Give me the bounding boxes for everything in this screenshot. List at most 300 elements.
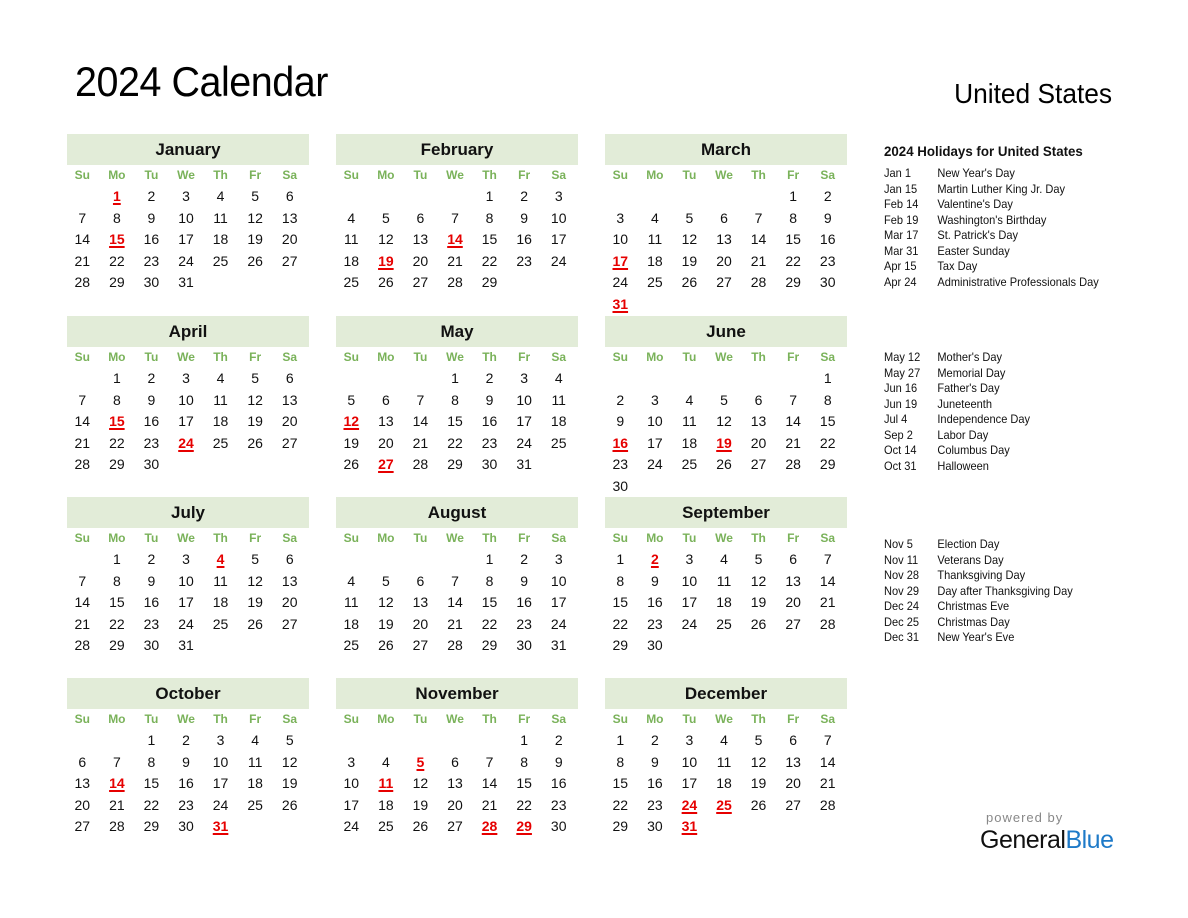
holiday-name: Tax Day: [937, 259, 978, 273]
day-cell: 2: [616, 391, 625, 408]
weekday-label: Fr: [787, 168, 800, 182]
holiday-date: Apr 15: [884, 259, 917, 273]
day-cell: 28: [750, 274, 767, 290]
weekday-label: Fr: [249, 350, 262, 364]
day-cell: 8: [451, 391, 459, 408]
month-december: [605, 678, 847, 838]
week-row: [603, 571, 845, 593]
weekday-label: Th: [751, 168, 766, 182]
month-september: [605, 497, 847, 657]
day-cell: 9: [182, 753, 190, 770]
holiday-date: Jun 19: [884, 396, 918, 411]
month-header: September: [605, 497, 847, 528]
empty-day-cell: [741, 186, 776, 208]
day-cell: 24: [681, 615, 698, 632]
holiday-group-3: [884, 537, 1144, 646]
day-cell: 2: [520, 551, 529, 567]
empty-day-cell: [403, 368, 438, 390]
day-cell: 16: [647, 775, 663, 791]
day-cell: 19: [281, 775, 298, 791]
day-cell: 30: [143, 456, 160, 472]
weekday-label: Su: [74, 350, 90, 364]
day-cell: 4: [554, 370, 563, 386]
empty-day-cell: [672, 186, 707, 208]
week-row: [603, 294, 845, 316]
week-row: [65, 433, 307, 455]
day-cell: 8: [485, 209, 494, 226]
holiday-name: New Year's Day: [937, 166, 1015, 180]
day-cell: 7: [451, 209, 459, 226]
holiday-date: Nov 29: [884, 583, 919, 598]
day-cell: 20: [412, 615, 429, 632]
day-cell: 26: [412, 818, 429, 834]
day-cell: 23: [481, 434, 498, 451]
holiday-list-item: [884, 630, 1123, 646]
weekday-label: Tu: [413, 531, 428, 545]
holiday-day-cell: 24: [681, 796, 698, 813]
weekday-label: Th: [751, 531, 766, 545]
day-cell: 25: [550, 434, 567, 451]
holiday-date: Dec 31: [884, 630, 919, 644]
day-cell: 7: [112, 753, 121, 770]
day-cell: 12: [750, 753, 767, 770]
day-cell: 6: [285, 551, 294, 567]
day-cell: 20: [281, 413, 298, 429]
day-cell: 14: [819, 572, 836, 589]
day-cell: 22: [109, 252, 125, 269]
week-row: [65, 454, 307, 476]
day-cell: 23: [819, 252, 836, 269]
week-row: [334, 635, 576, 657]
weekday-label: We: [177, 712, 195, 726]
day-cell: 6: [451, 753, 459, 770]
day-cell: 14: [750, 231, 767, 247]
week-row: [65, 390, 307, 412]
day-cell: 20: [750, 434, 767, 451]
empty-day-cell: [334, 186, 369, 208]
day-cell: 8: [823, 391, 832, 408]
week-row: [603, 390, 845, 412]
weekday-header-row: [334, 347, 576, 368]
day-cell: 13: [447, 775, 463, 791]
holiday-name: Election Day: [937, 537, 1000, 551]
holiday-name: St. Patrick's Day: [937, 228, 1019, 242]
day-cell: 2: [554, 732, 563, 748]
holiday-day-cell: 28: [481, 818, 498, 834]
weekday-label: Su: [343, 712, 359, 726]
day-cell: 11: [682, 413, 697, 429]
holiday-name: Day after Thanksgiving Day: [937, 583, 1073, 598]
day-cell: 5: [251, 551, 260, 567]
day-cell: 9: [650, 753, 659, 770]
day-cell: 17: [178, 413, 194, 429]
weekday-label: Fr: [249, 531, 262, 545]
weekday-label: Tu: [144, 531, 159, 545]
day-cell: 14: [412, 413, 429, 429]
day-cell: 6: [285, 370, 294, 386]
holiday-name: Juneteenth: [937, 396, 992, 411]
day-cell: 22: [481, 252, 498, 269]
holiday-list-item: [884, 182, 1123, 198]
generalblue-logo: [980, 826, 1114, 855]
day-cell: 24: [647, 456, 663, 472]
week-row: [334, 730, 576, 752]
day-cell: 5: [347, 391, 356, 408]
day-cell: 10: [681, 753, 698, 770]
weekday-label: Sa: [282, 531, 298, 545]
holiday-day-cell: 2: [650, 551, 659, 567]
day-cell: 9: [650, 572, 659, 589]
day-cell: 3: [182, 370, 190, 386]
empty-day-cell: [403, 549, 438, 571]
holiday-list-item: [884, 428, 1123, 444]
day-cell: 18: [716, 594, 732, 610]
day-cell: 3: [685, 551, 694, 567]
day-cell: 28: [109, 818, 125, 834]
empty-day-cell: [672, 476, 707, 498]
weekday-label: Tu: [413, 712, 428, 726]
holiday-date: Mar 31: [884, 243, 919, 258]
day-cell: 10: [647, 413, 663, 429]
day-cell: 2: [485, 370, 494, 386]
weekday-header-row: [603, 165, 845, 186]
day-cell: 30: [516, 637, 532, 653]
weekday-label: Su: [612, 531, 628, 545]
empty-day-cell: [238, 454, 273, 476]
empty-day-cell: [403, 186, 438, 208]
day-cell: 29: [481, 637, 498, 653]
empty-day-cell: [272, 635, 307, 657]
weekday-label: Th: [482, 712, 497, 726]
day-cell: 30: [647, 818, 663, 834]
day-cell: 3: [182, 551, 190, 567]
day-cell: 23: [143, 615, 160, 632]
day-cell: 7: [78, 209, 87, 226]
weekday-label: Sa: [282, 168, 298, 182]
week-row: [334, 549, 576, 571]
holiday-name: Columbus Day: [937, 443, 1010, 457]
weekday-label: Su: [74, 168, 90, 182]
weekday-label: Th: [482, 168, 497, 182]
week-row: [334, 411, 576, 433]
day-cell: 1: [485, 551, 494, 567]
day-cell: 10: [681, 572, 698, 589]
month-header: July: [67, 497, 309, 528]
holiday-list-item: [884, 213, 1123, 229]
empty-day-cell: [238, 816, 273, 838]
day-cell: 5: [685, 209, 694, 226]
empty-day-cell: [707, 368, 742, 390]
empty-day-cell: [541, 454, 576, 476]
month-header: December: [605, 678, 847, 709]
day-cell: 20: [378, 434, 394, 451]
holiday-day-cell: 17: [612, 252, 629, 269]
weekday-label: We: [446, 712, 464, 726]
empty-day-cell: [603, 186, 638, 208]
weekday-label: Fr: [787, 531, 800, 545]
day-cell: 28: [74, 456, 91, 472]
day-cell: 9: [147, 572, 156, 589]
day-cell: 5: [285, 732, 294, 748]
month-header: June: [605, 316, 847, 347]
weekday-label: We: [715, 531, 733, 545]
day-cell: 27: [716, 274, 732, 290]
weekday-label: Mo: [646, 531, 664, 545]
week-row: [334, 433, 576, 455]
empty-day-cell: [776, 294, 811, 316]
weekday-label: Mo: [377, 712, 395, 726]
weekday-label: Tu: [144, 712, 159, 726]
day-cell: 25: [681, 456, 698, 472]
empty-day-cell: [100, 730, 135, 752]
empty-day-cell: [638, 294, 673, 316]
empty-day-cell: [638, 186, 673, 208]
weekday-label: Su: [612, 168, 628, 182]
day-cell: 26: [247, 252, 263, 269]
empty-day-cell: [810, 816, 845, 838]
holiday-day-cell: 11: [378, 775, 394, 791]
day-cell: 27: [447, 818, 463, 834]
day-cell: 12: [247, 209, 263, 226]
holiday-list-item: [884, 197, 1123, 213]
week-row: [65, 795, 307, 817]
month-header: April: [67, 316, 309, 347]
holiday-date: Mar 17: [884, 228, 919, 242]
day-cell: 20: [716, 252, 732, 269]
week-row: [603, 795, 845, 817]
weekday-label: Tu: [682, 168, 697, 182]
month-june: [605, 316, 847, 497]
day-cell: 20: [74, 796, 91, 813]
day-cell: 12: [412, 775, 429, 791]
weekday-label: Su: [74, 531, 90, 545]
day-cell: 22: [516, 796, 532, 813]
day-cell: 16: [516, 594, 532, 610]
day-cell: 18: [343, 252, 360, 269]
day-cell: 26: [750, 615, 767, 632]
holiday-name: Washington's Birthday: [937, 212, 1047, 227]
day-cell: 23: [647, 796, 663, 813]
day-cell: 28: [785, 456, 801, 472]
week-row: [603, 186, 845, 208]
day-cell: 18: [647, 252, 663, 269]
weekday-label: We: [446, 350, 464, 364]
day-cell: 26: [281, 796, 298, 813]
week-row: [334, 251, 576, 273]
holiday-group-2: [884, 350, 1144, 474]
empty-day-cell: [334, 549, 369, 571]
day-cell: 30: [178, 818, 194, 834]
holiday-name: Veterans Day: [937, 552, 1004, 567]
day-cell: 25: [247, 796, 263, 813]
empty-day-cell: [334, 368, 369, 390]
day-cell: 8: [112, 572, 121, 589]
day-cell: 9: [823, 209, 832, 226]
country-label: United States: [953, 78, 1112, 109]
week-row: [334, 773, 576, 795]
week-row: [65, 186, 307, 208]
month-march: [605, 134, 847, 315]
empty-day-cell: [810, 635, 845, 657]
day-cell: 10: [178, 572, 194, 589]
holiday-day-cell: 31: [681, 818, 698, 834]
empty-day-cell: [707, 816, 742, 838]
empty-day-cell: [369, 368, 404, 390]
empty-day-cell: [65, 368, 100, 390]
week-row: [65, 730, 307, 752]
day-cell: 16: [143, 594, 160, 610]
holiday-name: Administrative Professionals Day: [937, 274, 1099, 289]
day-cell: 28: [447, 274, 463, 290]
day-cell: 31: [178, 274, 194, 290]
weekday-label: We: [715, 712, 733, 726]
day-cell: 23: [550, 796, 567, 813]
holiday-date: Apr 24: [884, 274, 917, 289]
weekday-label: Su: [612, 712, 628, 726]
weekday-label: Fr: [518, 168, 531, 182]
day-cell: 24: [212, 796, 229, 813]
day-cell: 4: [720, 732, 728, 748]
day-cell: 20: [447, 796, 463, 813]
day-cell: 6: [285, 188, 294, 204]
holiday-date: Oct 14: [884, 443, 917, 457]
week-row: [603, 433, 845, 455]
day-cell: 4: [251, 732, 260, 748]
day-cell: 8: [147, 753, 156, 770]
week-row: [65, 208, 307, 230]
day-cell: 5: [754, 551, 763, 567]
day-cell: 24: [178, 615, 194, 632]
weekday-label: Th: [213, 531, 228, 545]
day-cell: 16: [178, 775, 194, 791]
day-cell: 15: [612, 594, 629, 610]
day-cell: 17: [550, 594, 567, 610]
day-cell: 30: [481, 456, 498, 472]
day-cell: 16: [516, 231, 532, 247]
day-cell: 28: [412, 456, 429, 472]
weekday-header-row: [65, 347, 307, 368]
week-row: [65, 411, 307, 433]
day-cell: 29: [819, 456, 836, 472]
day-cell: 13: [281, 209, 298, 226]
weekday-label: Su: [343, 168, 359, 182]
day-cell: 29: [109, 456, 125, 472]
day-cell: 20: [785, 594, 801, 610]
holiday-list-item: [884, 366, 1123, 382]
weekday-label: Mo: [108, 531, 126, 545]
weekday-label: Sa: [282, 712, 298, 726]
day-cell: 12: [750, 572, 767, 589]
weekday-label: Fr: [518, 531, 531, 545]
day-cell: 10: [178, 391, 194, 408]
weekday-label: Sa: [551, 712, 567, 726]
day-cell: 16: [550, 775, 567, 791]
empty-day-cell: [203, 272, 238, 294]
week-row: [603, 272, 845, 294]
day-cell: 10: [550, 209, 567, 226]
day-cell: 17: [178, 594, 194, 610]
day-cell: 21: [74, 252, 91, 269]
week-row: [603, 614, 845, 636]
weekday-label: Sa: [820, 168, 836, 182]
week-row: [334, 208, 576, 230]
day-cell: 9: [485, 391, 494, 408]
day-cell: 13: [785, 572, 801, 589]
day-cell: 27: [412, 637, 429, 653]
weekday-header-row: [603, 709, 845, 730]
holiday-day-cell: 14: [109, 775, 125, 791]
day-cell: 6: [416, 572, 425, 589]
day-cell: 13: [785, 753, 801, 770]
day-cell: 27: [281, 615, 298, 632]
empty-day-cell: [707, 476, 742, 498]
day-cell: 21: [447, 252, 463, 269]
holiday-day-cell: 19: [716, 434, 732, 451]
day-cell: 20: [281, 594, 298, 610]
day-cell: 11: [247, 753, 263, 770]
day-cell: 2: [823, 188, 832, 204]
day-cell: 1: [451, 370, 459, 386]
week-row: [65, 752, 307, 774]
day-cell: 7: [823, 732, 832, 748]
week-row: [603, 730, 845, 752]
day-cell: 29: [109, 274, 125, 290]
month-april: [67, 316, 309, 476]
empty-day-cell: [741, 294, 776, 316]
day-cell: 11: [716, 572, 732, 589]
day-cell: 21: [447, 615, 463, 632]
empty-day-cell: [334, 730, 369, 752]
day-cell: 21: [109, 796, 125, 813]
holiday-date: May 27: [884, 365, 921, 380]
week-row: [603, 251, 845, 273]
week-row: [65, 614, 307, 636]
weekday-header-row: [65, 528, 307, 549]
day-cell: 14: [785, 413, 801, 429]
empty-day-cell: [472, 730, 507, 752]
holiday-date: Nov 5: [884, 537, 913, 551]
day-cell: 25: [343, 637, 360, 653]
month-header: February: [336, 134, 578, 165]
day-cell: 26: [247, 615, 263, 632]
week-row: [603, 368, 845, 390]
holiday-day-cell: 15: [109, 413, 125, 429]
day-cell: 21: [750, 252, 767, 269]
weekday-label: Mo: [646, 350, 664, 364]
weekday-label: We: [715, 168, 733, 182]
weekday-label: Sa: [551, 168, 567, 182]
weekday-label: Su: [343, 350, 359, 364]
day-cell: 25: [378, 818, 394, 834]
day-cell: 24: [343, 818, 360, 834]
empty-day-cell: [438, 549, 473, 571]
day-cell: 5: [251, 370, 260, 386]
day-cell: 18: [681, 434, 698, 451]
holiday-date: Feb 14: [884, 197, 919, 211]
empty-day-cell: [707, 635, 742, 657]
empty-day-cell: [603, 368, 638, 390]
weekday-label: Th: [751, 350, 766, 364]
holiday-day-cell: 4: [216, 551, 225, 567]
holiday-list-item: [884, 350, 1123, 366]
weekday-label: Fr: [518, 350, 531, 364]
empty-day-cell: [810, 476, 845, 498]
holiday-list-item: [884, 275, 1123, 291]
empty-day-cell: [741, 635, 776, 657]
day-cell: 26: [247, 434, 263, 451]
day-cell: 27: [750, 456, 767, 472]
day-cell: 18: [378, 796, 394, 813]
